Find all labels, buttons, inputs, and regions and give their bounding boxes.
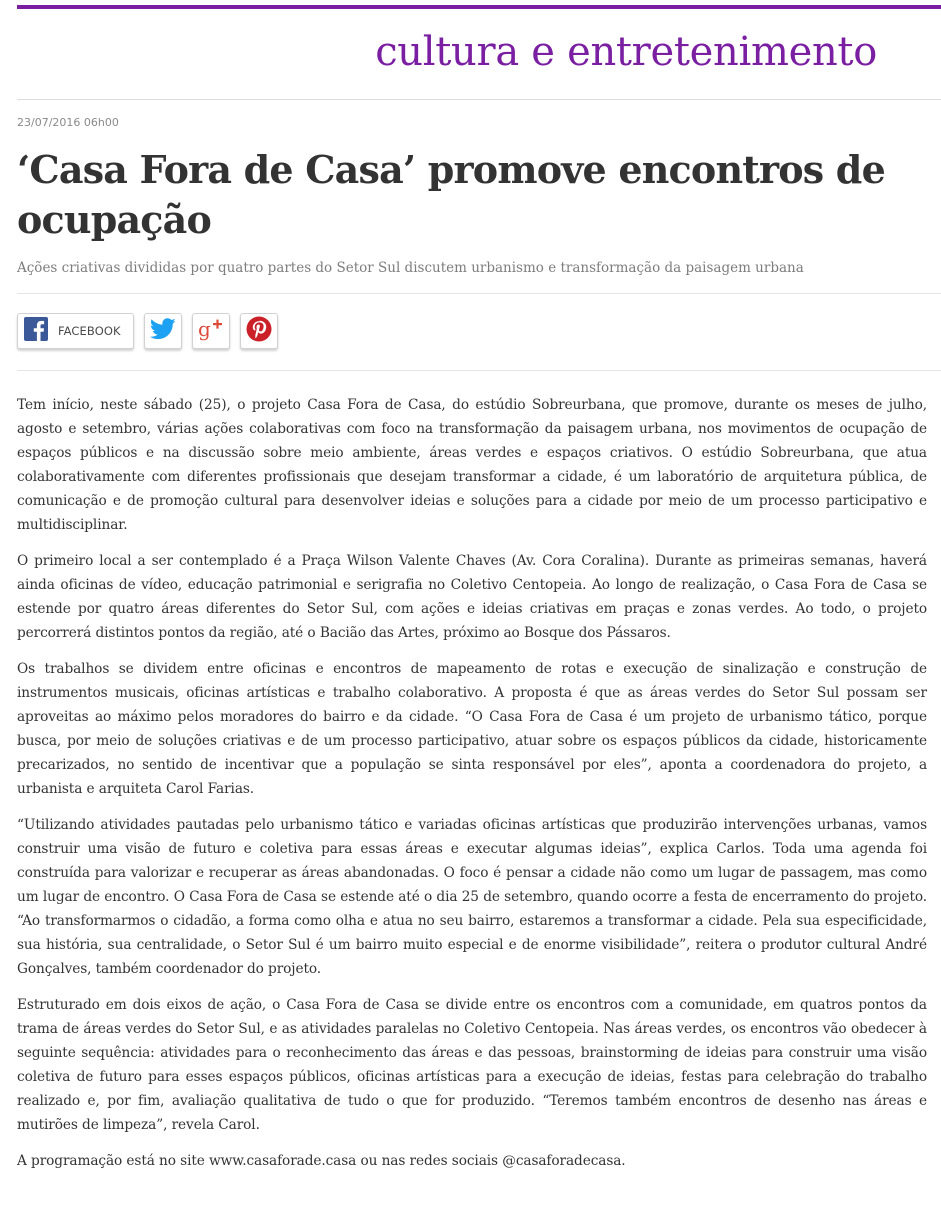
article-paragraph: Os trabalhos se dividem entre oficinas e encontros de mapeamento de rotas e execução de sinalização e construção de instrumentos musicais, oficinas artísticas e trabalho colaborativo. A proposta é que as áreas verdes do Setor Sul possam ser aproveitas ao máximo pelos moradores do bairro e da cidade. “O Casa Fora de Casa é um projeto de urbanismo tático, porque busca, por meio de soluções criativas e de um processo participativo, atuar sobre os espaços públicos da cidade, historicamente precarizados, no sentido de incentivar que a população se sinta responsável por eles”, aponta a coordenadora do projeto, a urbanista e arquiteta Carol Farias. — [17, 661, 927, 797]
article-headline: ‘Casa Fora de Casa’ promove encontros de ocupação — [17, 147, 885, 242]
google-plus-share-button[interactable] — [192, 313, 230, 349]
pinterest-share-button[interactable] — [240, 313, 278, 349]
facebook-share-label: FACEBOOK — [58, 324, 121, 338]
article-paragraph: Estruturado em dois eixos de ação, o Casa Fora de Casa se divide entre os encontros com a comunidade, em quatros pontos da trama de áreas verdes do Setor Sul, e as atividades paralelas no Coletivo Centopeia. Nas áreas verdes, os encontros vão obedecer à seguinte sequência: atividades para o reconhecimento das áreas e das pessoas, brainstorming de ideias para construir uma visão coletiva de futuro para esses espaços públicos, oficinas artísticas para a execução de ideias, festas para celebração do trabalho realizado e, por fim, avaliação qualitativa de tudo o que for produzido. “Teremos também encontros de desenho nas áreas e mutirões de limpeza”, revela Carol. — [17, 997, 927, 1133]
article-body — [17, 393, 927, 1185]
share-bar — [17, 313, 278, 353]
section-title[interactable]: cultura e entretenimento — [375, 29, 877, 75]
article-paragraph: O primeiro local a ser contemplado é a Praça Wilson Valente Chaves (Av. Cora Coralina). Durante as primeiras semanas, haverá ainda oficinas de vídeo, educação patrimonial e serigrafia no Coletivo Centopeia. Ao longo de realização, o Casa Fora de Casa se estende por quatro áreas diferentes do Setor Sul, com ações e ideias criativas em praças e zonas verdes. Ao todo, o projeto percorrerá distintos pontos da região, até o Bacião das Artes, próximo ao Bosque dos Pássaros. — [17, 553, 927, 641]
article-date: 23/07/2016 06h00 — [17, 116, 119, 129]
facebook-share-button[interactable] — [17, 313, 134, 349]
svg-text:g: g — [198, 317, 211, 341]
facebook-icon — [24, 317, 48, 345]
twitter-icon — [150, 318, 176, 344]
google-plus-icon — [197, 317, 225, 345]
article-paragraph: Tem início, neste sábado (25), o projeto Casa Fora de Casa, do estúdio Sobreurbana, que promove, durante os meses de julho, agosto e setembro, várias ações colaborativas com foco na transformação da paisagem urbana, nos movimentos de ocupação de espaços públicos e na discussão sobre meio ambiente, áreas verdes e espaços criativos. O estúdio Sobreurbana, que atua colaborativamente com diferentes profissionais que desejam transformar a cidade, é um laboratório de arquitetura pública, de comunicação e de promoção cultural para desenvolver ideias e soluções para a cidade por meio de um processo participativo e multidisciplinar. — [17, 397, 927, 533]
article-subtitle: Ações criativas divididas por quatro partes do Setor Sul discutem urbanismo e transformação da paisagem urbana — [17, 260, 804, 276]
twitter-share-button[interactable] — [144, 313, 182, 349]
header-divider — [17, 99, 941, 100]
subtitle-divider — [17, 293, 941, 294]
top-accent-rule — [17, 5, 941, 9]
pinterest-icon — [246, 316, 272, 346]
article-paragraph: A programação está no site www.casaforade.casa ou nas redes sociais @casaforadecasa. — [17, 1153, 626, 1169]
share-divider — [17, 370, 941, 371]
article-paragraph: “Utilizando atividades pautadas pelo urbanismo tático e variadas oficinas artísticas que produzirão intervenções urbanas, vamos construir uma visão de futuro e coletiva para essas áreas e executar algumas ideias”, explica Carlos. Toda uma agenda foi construída para valorizar e recuperar as áreas abandonadas. O foco é pensar a cidade não como um lugar de passagem, mas como um lugar de encontro. O Casa Fora de Casa se estende até o dia 25 de setembro, quando ocorre a festa de encerramento do projeto. “Ao transformarmos o cidadão, a forma como olha e atua no seu bairro, estaremos a transformar a cidade. Pela sua especificidade, sua história, sua centralidade, o Setor Sul é um bairro muito especial e de enorme visibilidade”, reitera o produtor cultural André Gonçalves, também coordenador do projeto. — [17, 817, 927, 977]
